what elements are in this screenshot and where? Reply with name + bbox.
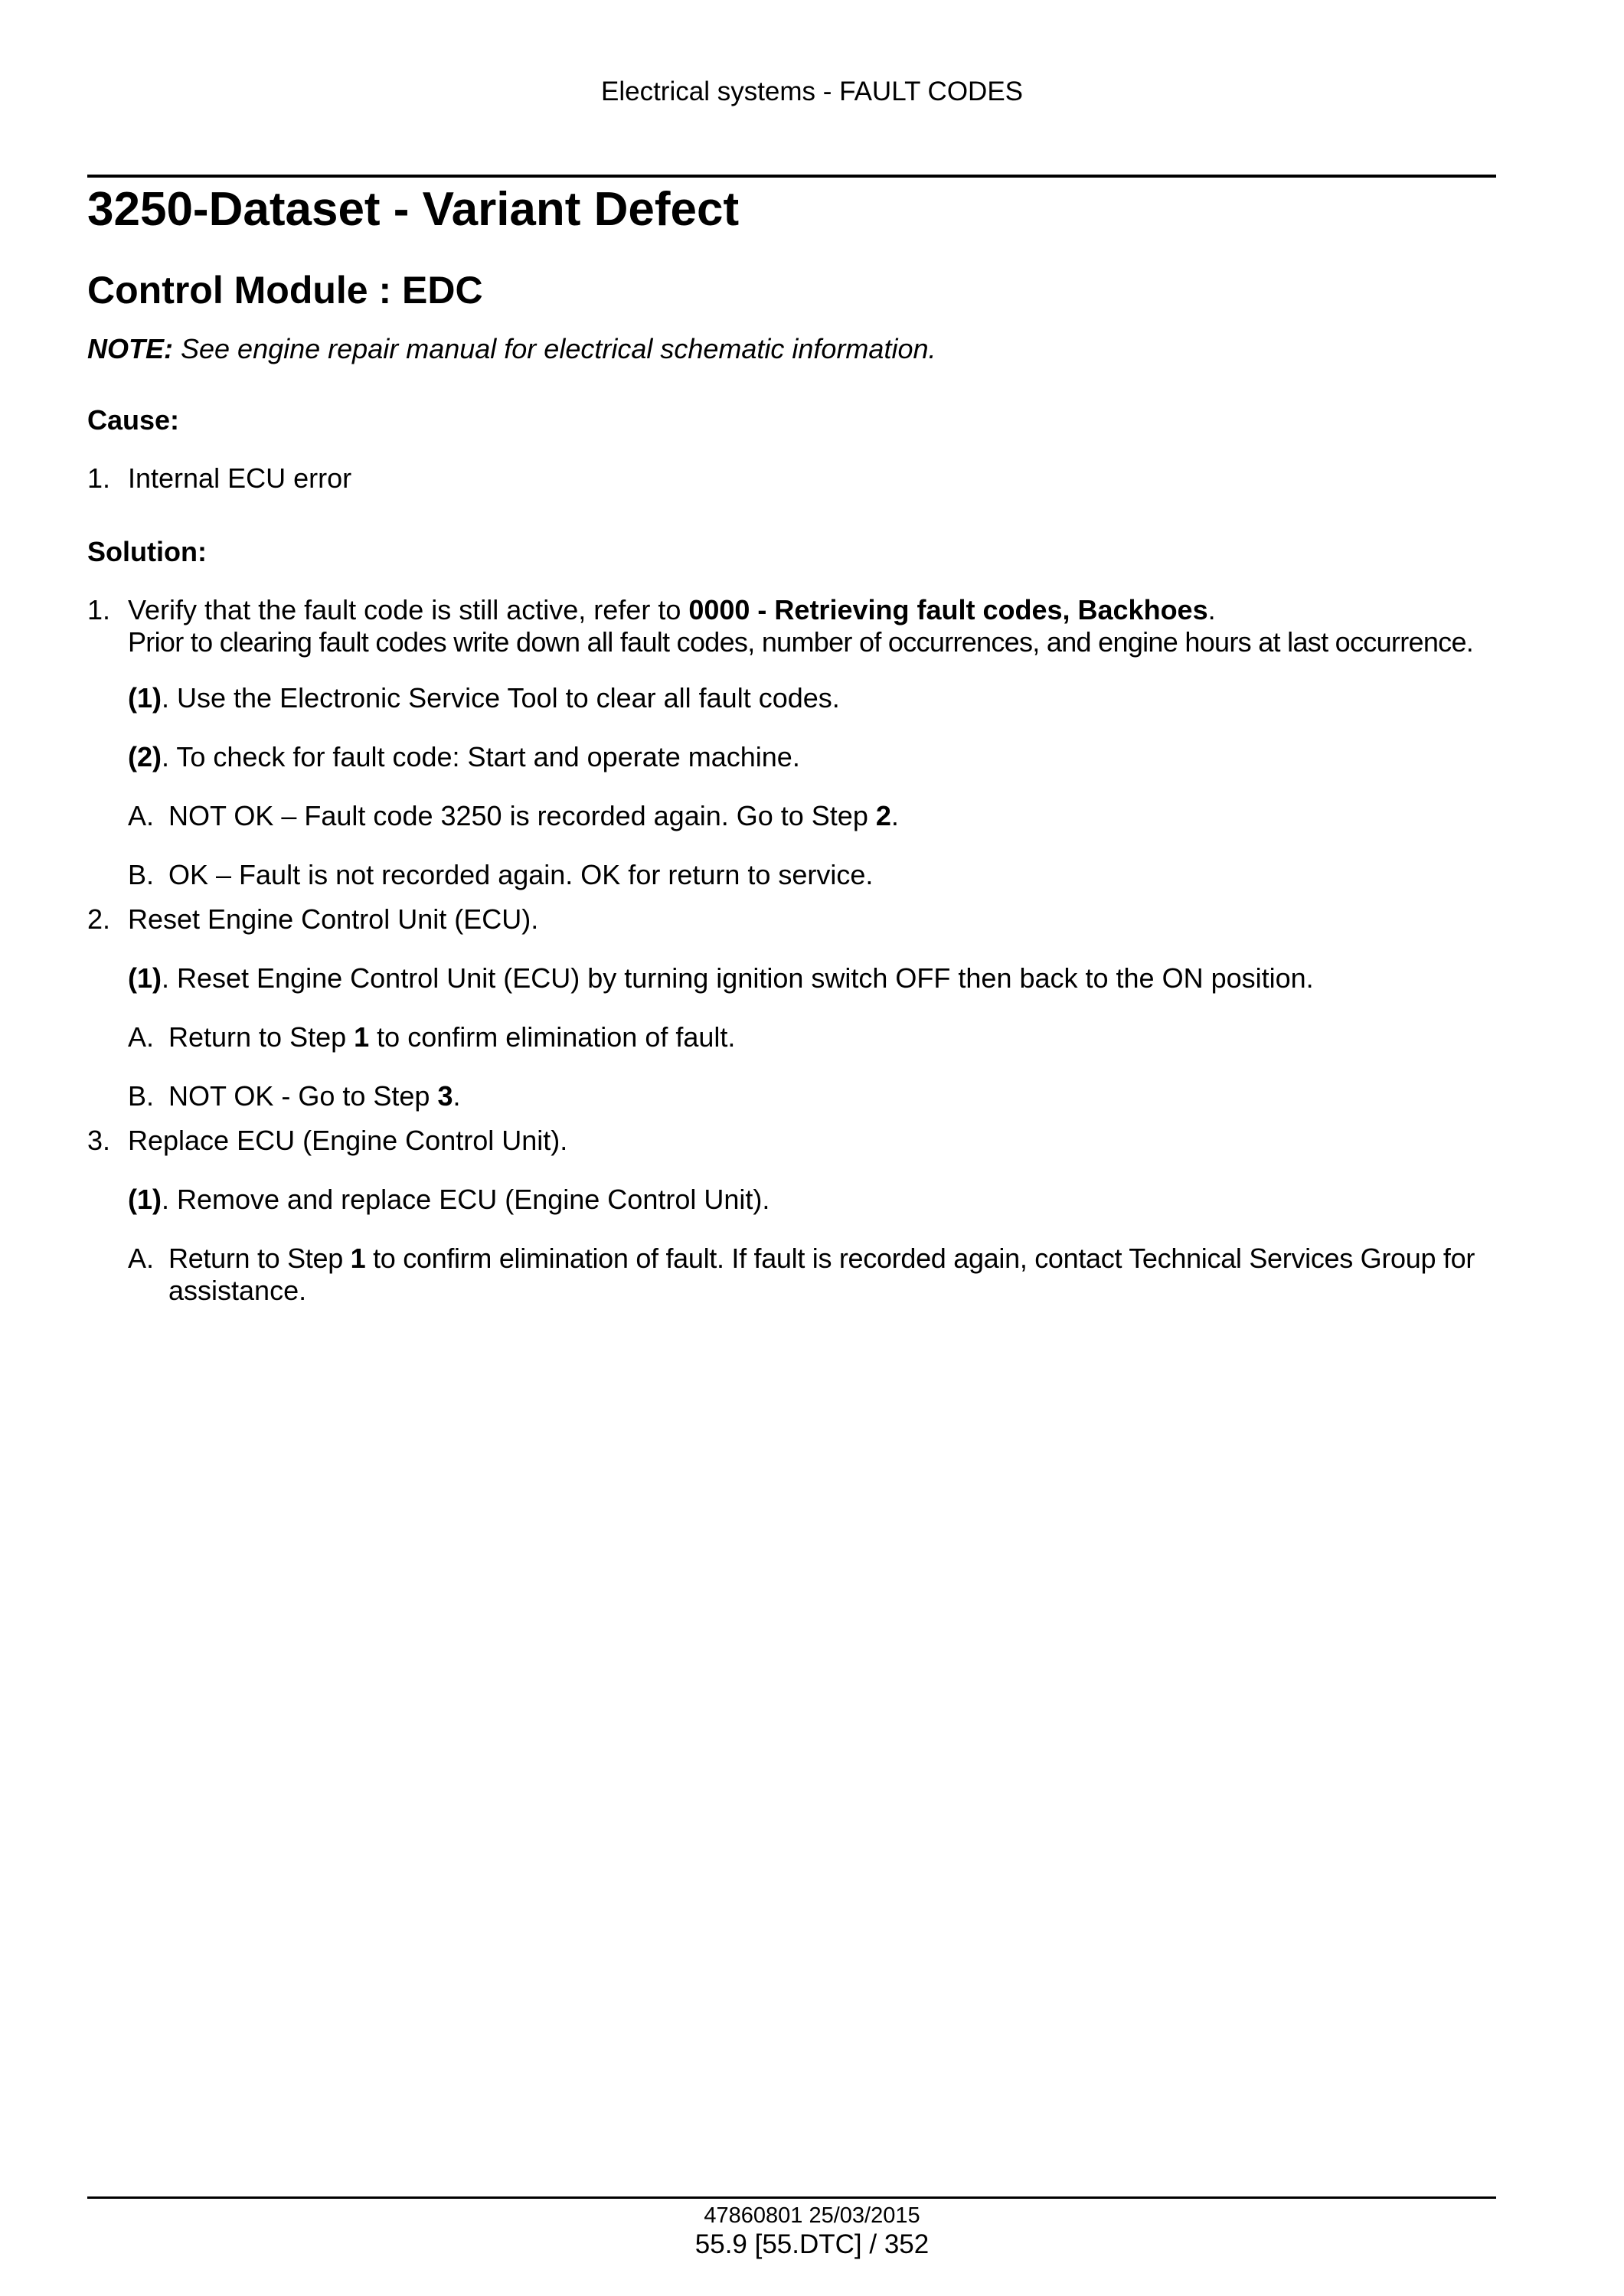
note: [87, 333, 936, 365]
sub-step-text: . Remove and replace ECU (Engine Control Unit).: [162, 1184, 770, 1215]
option-text: NOT OK – Fault code 3250 is recorded again. Go to Step 2.: [168, 800, 899, 831]
sub-step: [128, 962, 1314, 994]
sub-step-number: (1): [128, 1184, 162, 1215]
option-item: [128, 1243, 1475, 1275]
sub-step-text: . Use the Electronic Service Tool to clear all fault codes.: [162, 682, 840, 714]
sub-step-text: . To check for fault code: Start and operate machine.: [162, 741, 800, 772]
option-text: OK – Fault is not recorded again. OK for return to service.: [168, 859, 874, 890]
option-text: NOT OK - Go to Step 3.: [168, 1080, 461, 1112]
sub-step-number: (1): [128, 962, 162, 994]
step-text: Verify that the fault code is still active, refer to 0000 - Retrieving fault codes, Backhoes.: [128, 594, 1216, 625]
option-item-line2: assistance.: [168, 1275, 307, 1306]
footer-doc-id: 47860801 25/03/2015: [704, 2203, 920, 2228]
list-item-number: 1.: [87, 462, 111, 494]
step-1-line2: Prior to clearing fault codes write down all fault codes, number of occurrences, and engine hours at last occurrence.: [128, 626, 1474, 658]
option-item: [128, 1080, 461, 1112]
cause-label: Cause:: [87, 404, 180, 436]
option-letter: B.: [128, 1080, 155, 1112]
page-header: Electrical systems - FAULT CODES: [600, 77, 1024, 106]
solution-label: Solution:: [87, 536, 207, 567]
reference-link-text: 0000 - Retrieving fault codes, Backhoes: [688, 594, 1208, 625]
option-item: [128, 859, 874, 891]
step-text: Replace ECU (Engine Control Unit).: [128, 1125, 568, 1156]
page-title: 3250-Dataset - Variant Defect: [87, 183, 740, 236]
option-letter: A.: [128, 1243, 155, 1274]
step-number: 3.: [87, 1125, 111, 1156]
module-title: Control Module : EDC: [87, 269, 483, 312]
sub-step-text: . Reset Engine Control Unit (ECU) by turning ignition switch OFF then back to the ON position.: [162, 962, 1314, 994]
step-number: 2.: [87, 903, 111, 935]
note-label: NOTE:: [87, 333, 173, 364]
option-text: Return to Step 1 to confirm elimination of fault. If fault is recorded again, contact Technical Services Group for: [168, 1243, 1475, 1274]
option-item: [128, 1021, 736, 1053]
sub-step-number: (2): [128, 741, 162, 772]
note-text: See engine repair manual for electrical schematic information.: [173, 333, 936, 364]
option-text: Return to Step 1 to confirm elimination of fault.: [168, 1021, 736, 1053]
list-item-text: Internal ECU error: [128, 462, 352, 494]
step-text: Reset Engine Control Unit (ECU).: [128, 903, 539, 935]
option-letter: B.: [128, 859, 155, 890]
footer-page-number: 55.9 [55.DTC] / 352: [694, 2229, 930, 2259]
sub-step: [128, 1184, 770, 1216]
option-letter: A.: [128, 800, 155, 831]
sub-step: [128, 741, 800, 773]
option-letter: A.: [128, 1021, 155, 1053]
step-number: 1.: [87, 594, 111, 625]
option-item: [128, 800, 899, 832]
footer-rule: [87, 2196, 1496, 2199]
header-rule: [87, 175, 1496, 178]
sub-step-number: (1): [128, 682, 162, 714]
sub-step: [128, 682, 840, 714]
